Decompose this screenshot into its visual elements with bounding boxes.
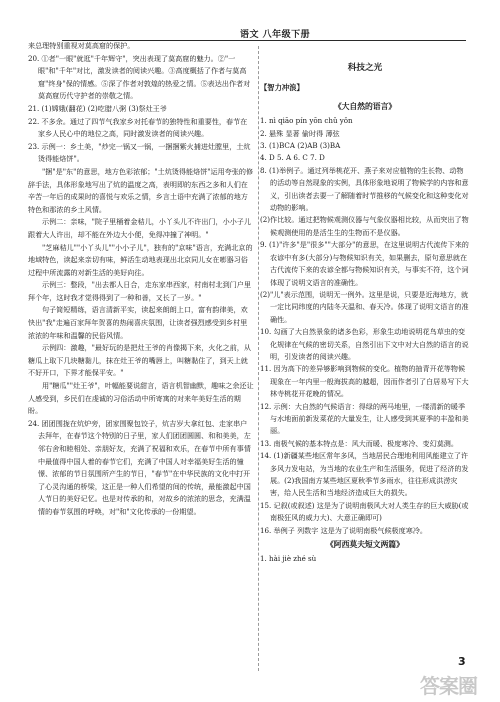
section-title: 科技之光 (347, 63, 383, 73)
answer-item-2: 2. 悬殊 显著 偷时得 薄弦 (260, 128, 340, 138)
left-answer-paragraph-10: 句子简短精练，语言清新平实，读起来朗朗上口，富有韵律美，欢快出"我"走遍百家拜年贺喜的热闹喜庆氛围，让读者强烈感受到乡村里浓浓的年味和温馨的民俗风情。 (28, 305, 248, 340)
left-answer-paragraph-9: 示例三：整段，"出去都人日合，走东家串西家，村南村北到门户里拜个年，这时我才觉得得到了一种和善，又长了一岁。" (28, 280, 251, 302)
left-answer-paragraph-3: 21. (1)嫦娥(翻花) (2)吃腊八粥 (3)祭灶王爷 (28, 103, 167, 113)
answer-item-7: 9. (1)"许多"是"很多""大部分"的意思，在这里说明古代流传下来的农谚中有多(大部分)与物候知识有关，如果删去，原句意思就在古代流传下来的农谚全都与物候知识有关，与事实不符，这个词体现了说明文语言的准确性。 (260, 240, 469, 287)
lesson-title: 《大自然的语言》 (333, 101, 397, 111)
left-answer-paragraph-2: 20. ①者"一眼"就逛"千年辉守"，突出表现了莫高窟的魅力。②"一眼"和"千年"对比，激发读者的阅读兴趣。③高度概括了作者与莫高窟"终身"保的情感。⑤深了作者对敦煌的热爱之情。⑤表达出作者对莫高窟历代守护者的崇敬之情。 (28, 53, 251, 101)
header-title: 语文 八年级下册 (240, 30, 311, 40)
answer-item-11: 12. 示例：大自然的气候语言：得绿的两马地里，一缕清新的暖季与水地面前新发菜花的大量发生，让人感受到其夏季的丰盈和美丽。 (260, 401, 469, 436)
answer-list (260, 115, 470, 537)
answer-item-8: (2)"儿"表示范围，说明无一例外。这里是说，只要是近海地方，就一定比同纬度的内陆冬天温和、春天冷。体现了说明文语言的准确性。 (260, 289, 469, 324)
left-answer-paragraph-1: 来总理特别重视对莫高窟的保护。 (28, 41, 135, 50)
answer-item-15: 16. 举例子 列数字 这是为了说明南极气候极度寒冷。 (260, 525, 428, 535)
watermark-logo: 答案圈 (420, 674, 477, 698)
left-answer-paragraph-13: 24. 团团围拢在炕炉旁，团家围聚包饺子，炕吉岁大拿红包、走家串户去拜年，在春节这个特别的日子里，家人们团团圆圆、和和美美，左邻右舍和睦相处、亲朋好友，充满了祝福和欢乐，在春节中所有事情中最值得中国人着的春节它们，充满了中国人对幸福美好生活的憧憬、浓郁的节日氛围所产生的节日，"春节"在中华民族的文化中打开了心灵沟通的桥梁，这正是一种人们希望的间的传统，最能激起中国人节日的美好记忆。也是对传承的和，对故乡的浓浓的思念，充满温情的春节氛围的呼唤，对"和"文化传承的一份期望。 (28, 418, 251, 516)
column-divider (258, 46, 259, 671)
answer-item-5: 8. (1)举例子。通过列举桃花开、燕子来对应植物的生长物、动物的活动等自然现象的实例，具体形象地说明了物候学的内容和意义，引出读者去要一了解随着时节推移的气候变化和这种变化对动物的影响。 (260, 165, 469, 213)
answer-item-13: 14. (1)新疆某些地区常年多风，当地居民合理地利用风能建立了许多风力发电站，为当地的农业生产和生活服务，促进了经济的发展。(2)我国南方某些地区夏秋季节多雨水，往往形成洪涝灾害，给人民生活和当地经济造成巨大的损失。 (260, 451, 469, 498)
answer-item-last: 1. hài jiè zhé sù (260, 554, 317, 564)
section-tag: 【智力冲浪】 (260, 83, 304, 93)
answer-item-3: 3. (1)BCA (2)AB (3)BA (260, 141, 341, 151)
left-answer-paragraph-12: 用"糖瓜""灶王爷"，叶幅能要说甜言，语言机智幽默，趣味之余还让人感受到，乡民们在虔诚的习俗活动中所寄寓的对来年美好生活的期盼。 (28, 381, 254, 416)
left-answer-paragraph-11: 示例四：激趣，"最好玩的是把灶王爷的肖像揭下来，火化之前，从糖瓜上取下几块糖黏儿，抹在灶王爷的嘴唇上，叫糖黏住了，到天上就不好开口，下界才能保平安。" (28, 343, 251, 378)
page-number: 3 (458, 655, 466, 668)
answer-item-14: 15. 记叙(或叙述) 这是为了说明南极风大对人类生存的巨大威胁(或南极狂风的威力大)、大意正确即可) (260, 500, 469, 523)
answer-item-10: 11. 因为高下的差异够影响到物候的变化。植物的抽青开花等物候现象在一年内里一般海拔高的越超，因而作者引了白居易写下大林寺桃花开花晚的情况。 (260, 364, 469, 399)
answer-item-1: 1. nì qiāo pín yōn chǔ yǒn (260, 116, 353, 126)
left-answer-paragraph-6: "捆"是"东"的意思，地方色彩浓郁；"土炕烫得能烙饼"运用夸张的修辞手法，具体形象地写出了炕的温度之高，表明即的东西之多和人们在辛苦一年后的成果时的喜悦与欢乐之情，乡言土语中充满了浓郁的地方特色和那浓的乡土风情。 (28, 166, 254, 214)
left-answer-paragraph-7: 示例二：亲味，"院子里桶着金秸儿，小丫头儿不许出门，小小子儿跟着大人许出，却不能在外边大小便，免得冲撞了神明。" (28, 217, 251, 239)
answer-item-4: 4. D 5. A 6. C 7. D (260, 153, 325, 163)
lesson-title-2: 《阿西莫夫短文两篇》 (326, 540, 404, 550)
left-answer-paragraph-5: 23. 示例一：乡土美，"炒完一锅又一锅，一捆捆紫火捕进灶膛里，土炕烫得能烙饼"。 (28, 141, 251, 164)
right-column (260, 62, 470, 566)
answer-item-9: 10. 勾画了大自然景象的诸多色彩，形象生动地说明花鸟草虫的变化规律在气候的密切关系，自然引出下文中对大自然的语言的说明，引发读者的阅读兴趣。 (260, 327, 469, 361)
left-answer-paragraph-8: "芝麻秸儿""小丫头儿""小小子儿"，独有的"京味"语言，充满北京的地域特色，读起来亲切有味，鲜活生动地表现出北京同儿女在嘭器习俗过程中所流露的对新生活的美好向往。 (28, 242, 253, 277)
answer-item-6: (2)作比较。通过把物候观测仪器与气象仪器相比较，从而突出了物候观测使用的是活生生的生物而不是仪器。 (260, 215, 469, 237)
answer-item-12: 13. 南极气候的基本特点是：风大而暖、极度寒冷、变幻莫测。 (260, 438, 458, 448)
left-answer-paragraph-4: 22. 不多余。通过了四节气我家乡对托春节的独特性和重要性，春节在家乡人民心中的地位之高，同时激发读者的阅读兴趣。 (28, 116, 248, 139)
left-column (28, 40, 254, 519)
